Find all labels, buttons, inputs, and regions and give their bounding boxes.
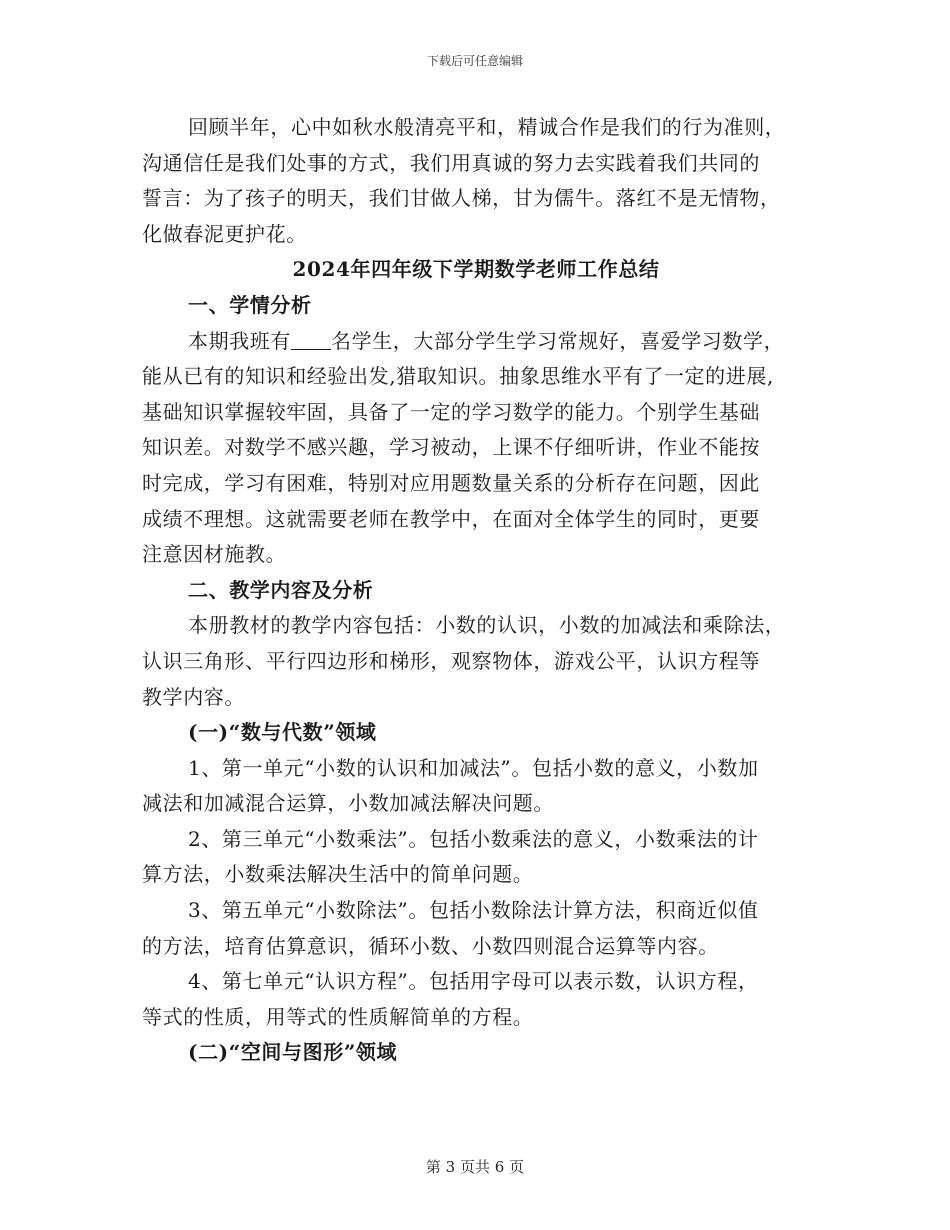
section2-heading: 二、教学内容及分析 <box>188 577 374 602</box>
item-line: 算方法，小数乘法解决生活中的简单问题。 <box>142 862 534 887</box>
item-line: 4、第七单元“认识方程”。包括用字母可以表示数，认识方程， <box>188 969 759 994</box>
item-line: 3、第五单元“小数除法”。包括小数除法计算方法，积商近似值 <box>188 898 759 923</box>
section1-heading: 一、学情分析 <box>188 292 312 317</box>
subsection2-heading: (二)“空间与图形”领域 <box>188 1040 398 1065</box>
item-line: 等式的性质，用等式的性质解简单的方程。 <box>142 1004 534 1029</box>
page-footer: 第 3 页共 6 页 <box>425 1158 525 1176</box>
intro-line: 化做春泥更护花。 <box>142 221 307 246</box>
blank-underline <box>291 329 331 350</box>
section1-line: 基础知识掌握较牢固，具备了一定的学习数学的能力。个别学生基础 <box>142 399 760 424</box>
section2-line: 认识三角形、平行四边形和梯形，观察物体，游戏公平，认识方程等 <box>142 648 760 673</box>
section2-line: 教学内容。 <box>142 684 245 709</box>
section1-line: 知识差。对数学不感兴趣，学习被动，上课不仔细听讲，作业不能按 <box>142 435 760 460</box>
document-body <box>142 110 810 1071</box>
section2-line: 本册教材的教学内容包括：小数的认识，小数的加减法和乘除法， <box>188 613 786 638</box>
subsection1-heading: (一)“数与代数”领域 <box>188 720 377 745</box>
section1-line: 成绩不理想。这就需要老师在教学中，在面对全体学生的同时，更要 <box>142 506 760 531</box>
item-line: 减法和加减混合运算，小数加减法解决问题。 <box>142 791 554 816</box>
section1-line: 注意因材施教。 <box>142 542 287 567</box>
section1-line: 能从已有的知识和经验出发,猎取知识。抽象思维水平有了一定的进展, <box>142 364 774 389</box>
text-before-blank: 本期我班有 <box>188 328 291 353</box>
intro-line: 誓言：为了孩子的明天，我们甘做人梯，甘为儒牛。落红不是无情物， <box>142 186 781 211</box>
document-title: 2024年四年级下学期数学老师工作总结 <box>292 257 660 282</box>
intro-line: 回顾半年，心中如秋水般清亮平和，精诚合作是我们的行为准则， <box>188 115 786 139</box>
text-after-blank: 名学生，大部分学生学习常规好，喜爱学习数学， <box>331 328 785 353</box>
section1-line: 时完成，学习有困难，特别对应用题数量关系的分析存在问题，因此 <box>142 470 760 495</box>
item-line: 2、第三单元“小数乘法”。包括小数乘法的意义，小数乘法的计 <box>188 826 759 851</box>
intro-line: 沟通信任是我们处事的方式，我们用真诚的努力去实践着我们共同的 <box>142 150 760 175</box>
item-line: 的方法，培育估算意识，循环小数、小数四则混合运算等内容。 <box>142 933 719 958</box>
item-line: 1、第一单元“小数的认识和加减法”。包括小数的意义，小数加 <box>188 755 759 780</box>
page-header: 下载后可任意编辑 <box>426 54 523 68</box>
section1-first-line <box>142 324 810 360</box>
